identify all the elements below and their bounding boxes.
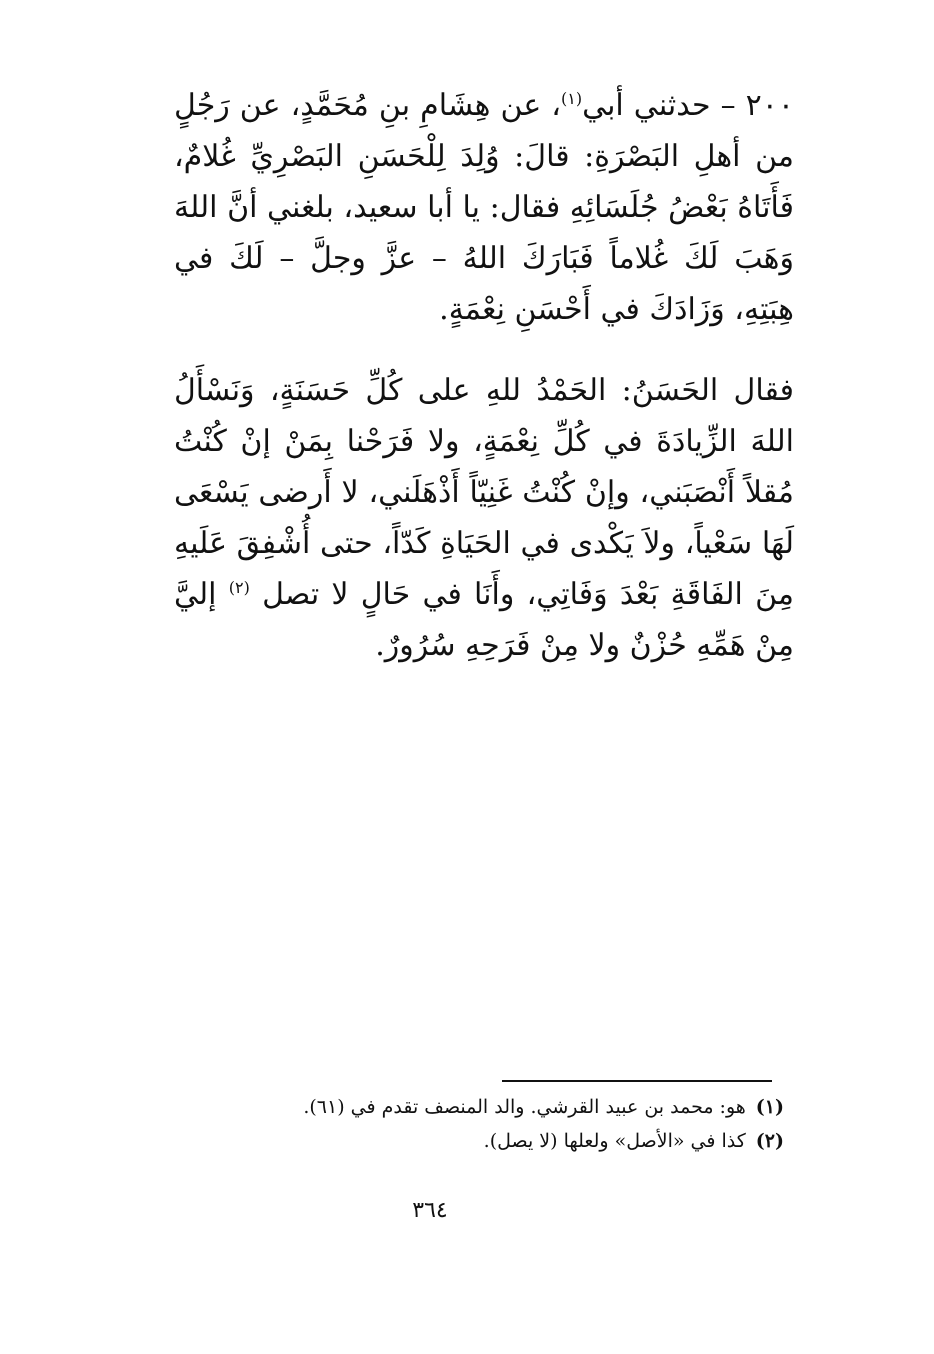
footnote-ref-1: (١): [560, 89, 583, 108]
footnote-1-mark: (١): [755, 1096, 784, 1118]
footnote-2-mark: (٢): [755, 1130, 784, 1152]
footnote-2: [224, 1124, 784, 1158]
hadith-text-2b: إليَّ مِنْ هَمِّهِ حُزْنٌ ولا مِنْ فَرَحِهِ سُرُورٌ.: [174, 577, 794, 663]
hadith-text-2a: فقال الحَسَنُ: الحَمْدُ للهِ على كُلِّ حَسَنَةٍ، وَنَسْأَلُ اللهَ الزِّيادَةَ في كُلِّ نِعْمَةٍ، ولا فَرَحْنا بِمَنْ إنْ كُنْتُ مُقلاً أَنْصَبَني، وإنْ كُنْتُ غَنِيّاً أَذْهَلَني، لا أَرضى يَسْعَى لَهَا سَعْياً، ولاَ يَكْدى في الحَيَاةِ كَدّاً، حتى أُشْفِقَ عَلَيهِ مِنَ الفَاقَةِ بَعْدَ وَفَاتِي، وأَنَا في حَالٍ لا تصل: [174, 373, 795, 612]
footnote-1: [224, 1090, 784, 1124]
page-number: ٣٦٤: [412, 1198, 448, 1223]
main-text: [174, 80, 794, 671]
footnote-1-text: هو: محمد بن عبيد القرشي. والد المنصف تقدم في (٦١).: [303, 1096, 746, 1118]
footnotes: [224, 1090, 784, 1158]
footnote-2-text: كذا في «الأصل» ولعلها (لا يصل).: [483, 1130, 746, 1152]
hadith-text-1a: – حدثني أبي: [582, 88, 736, 123]
hadith-number: ٢٠٠: [745, 88, 794, 123]
hadith-paragraph-1: [174, 80, 794, 335]
footnote-ref-2: (٢): [228, 578, 250, 597]
hadith-text-1b: ، عن هِشَامِ بنِ مُحَمَّدٍ، عن رَجُلٍ من أهلِ البَصْرَةِ: قالَ: وُلِدَ لِلْحَسَنِ البَصْرِيِّ غُلامٌ، فَأَتَاهُ بَعْضُ جُلَسَائِهِ فقال: يا أبا سعيد، بلغني أنَّ اللهَ وَهَبَ لَكَ غُلاماً فَبَارَكَ اللهُ – عزَّ وجلَّ – لَكَ في هِبَتِهِ، وَزَادَكَ في أَحْسَنِ نِعْمَةٍ.: [174, 88, 794, 327]
hadith-paragraph-2: [174, 365, 794, 671]
footnote-divider: [502, 1080, 772, 1082]
